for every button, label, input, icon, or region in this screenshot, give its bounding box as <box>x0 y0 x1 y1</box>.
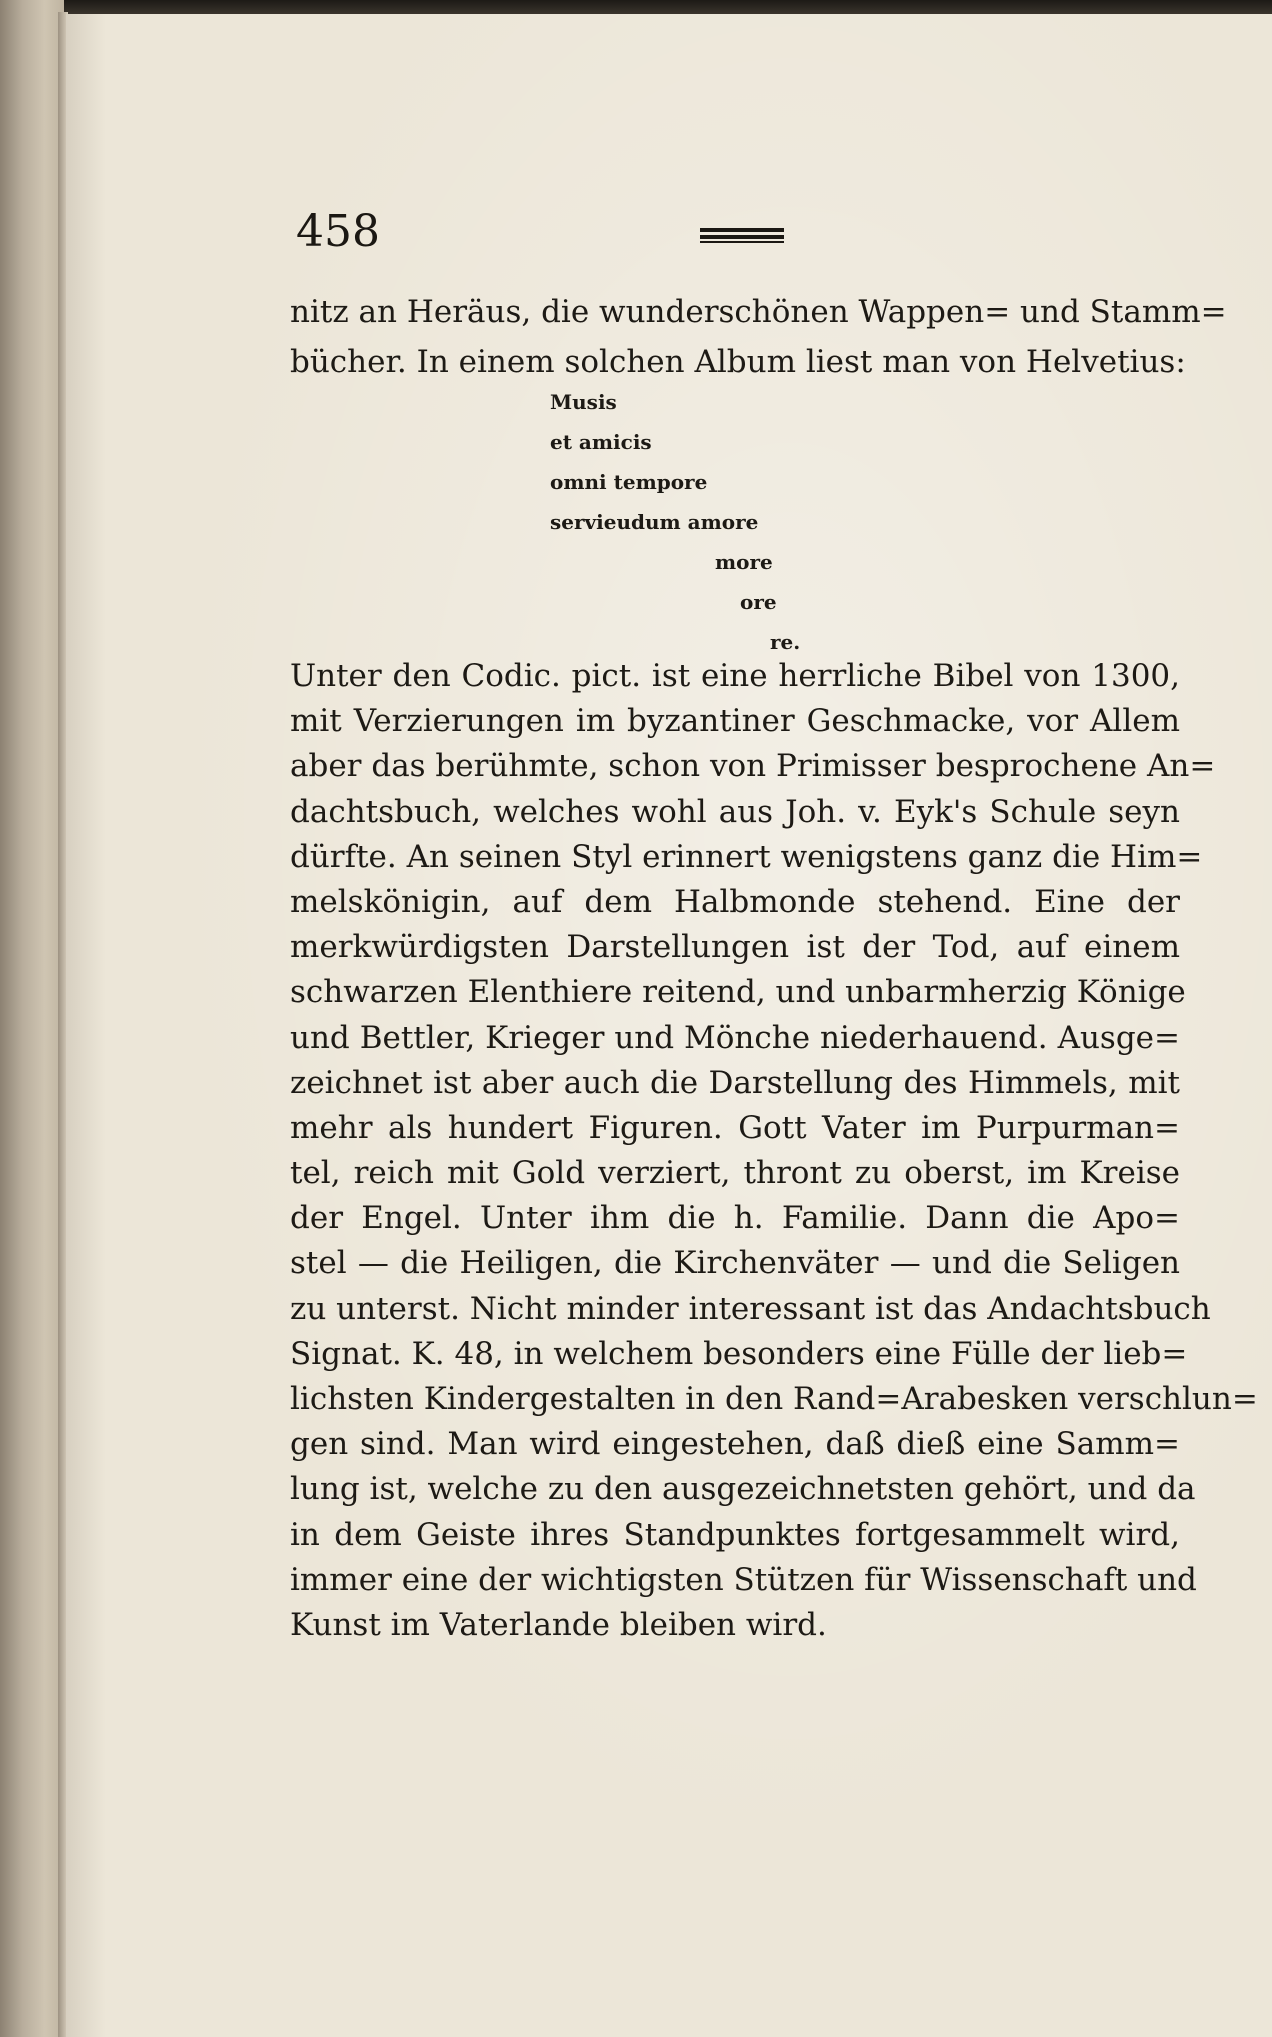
verse-line: ore <box>740 590 777 614</box>
verse-line: omni tempore <box>550 470 708 494</box>
page-number: 458 <box>296 206 380 257</box>
header-rule <box>700 228 784 244</box>
verse-line: servieudum amore <box>550 510 759 534</box>
verse-line: et amicis <box>550 430 652 454</box>
text-line: zeichnet ist aber auch die Darstellung des Himmels, mit <box>290 1064 1180 1101</box>
page-header <box>296 206 796 266</box>
text-line: nitz an Heräus, die wunderschönen Wappen= und Stamm= <box>290 294 1227 330</box>
text-line: gen sind. Man wird eingestehen, daß dieß eine Samm= <box>290 1426 1180 1463</box>
text-line: mehr als hundert Figuren. Gott Vater im Purpurman= <box>290 1109 1180 1146</box>
text-line: dürfte. An seinen Styl erinnert wenigstens ganz die Him= <box>290 838 1203 875</box>
book-top-edge <box>0 0 1272 14</box>
text-line: schwarzen Elenthiere reitend, und unbarmherzig Könige <box>290 974 1186 1011</box>
text-line: in dem Geiste ihres Standpunktes fortgesammelt wird, <box>290 1516 1180 1553</box>
text-line: zu unterst. Nicht minder interessant ist das Andachtsbuch <box>290 1290 1211 1327</box>
latin-verse <box>550 382 870 662</box>
text-line: Signat. K. 48, in welchem besonders eine Fülle der lieb= <box>290 1335 1188 1372</box>
verse-line: re. <box>770 630 801 654</box>
text-line: bücher. In einem solchen Album liest man von Helvetius: <box>290 344 1186 380</box>
text-line: Kunst im Vaterlande bleiben wird. <box>290 1606 827 1643</box>
text-line: lichsten Kindergestalten in den Rand=Arabesken verschlun= <box>290 1381 1258 1417</box>
book-spine <box>0 0 64 2037</box>
text-line: tel, reich mit Gold verziert, thront zu oberst, im Kreise <box>290 1155 1180 1192</box>
text-line: immer eine der wichtigsten Stützen für Wissenschaft und <box>290 1561 1197 1598</box>
text-line: mit Verzierungen im byzantiner Geschmacke, vor Allem <box>290 703 1180 740</box>
verse-line: more <box>715 550 773 574</box>
body-paragraph <box>290 654 1258 1648</box>
text-line: dachtsbuch, welches wohl aus Joh. v. Eyk's Schule seyn <box>290 793 1180 830</box>
text-line: aber das berühmte, schon von Primisser besprochene An= <box>290 748 1216 785</box>
text-line: merkwürdigsten Darstellungen ist der Tod, auf einem <box>290 929 1180 966</box>
text-line: stel — die Heiligen, die Kirchenväter — und die Seligen <box>290 1245 1180 1282</box>
verse-line: Musis <box>550 390 617 414</box>
text-line: lung ist, welche zu den ausgezeichnetsten gehört, und da <box>290 1471 1196 1508</box>
text-line: melskönigin, auf dem Halbmonde stehend. Eine der <box>290 883 1180 920</box>
text-line: und Bettler, Krieger und Mönche niederhauend. Ausge= <box>290 1019 1180 1056</box>
text-line: Unter den Codic. pict. ist eine herrliche Bibel von 1300, <box>290 658 1180 694</box>
intro-paragraph <box>290 287 1227 387</box>
text-line: der Engel. Unter ihm die h. Familie. Dann die Apo= <box>290 1200 1180 1237</box>
